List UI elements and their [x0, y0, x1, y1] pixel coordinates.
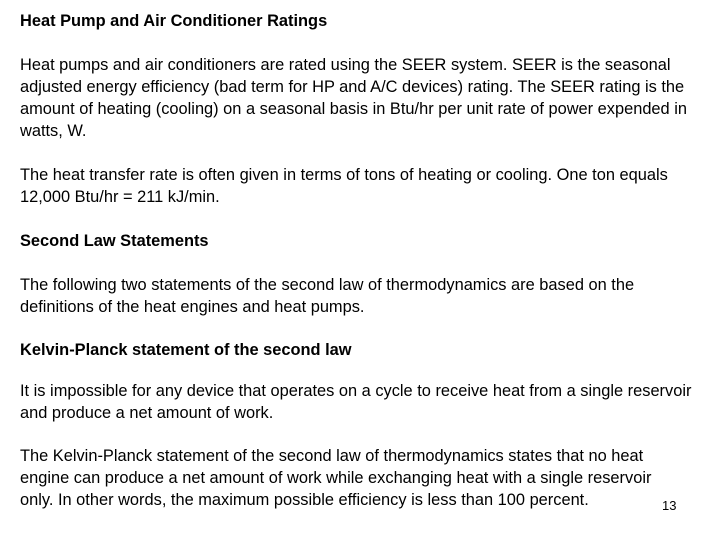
second-law-heading: Second Law Statements	[20, 232, 209, 250]
tons-paragraph: The heat transfer rate is often given in terms of tons of heating or cooling. One ton equals 12,000 Btu/hr = 211 kJ/min.	[20, 166, 668, 206]
heat-pump-ratings-heading: Heat Pump and Air Conditioner Ratings	[20, 12, 328, 30]
seer-paragraph: Heat pumps and air conditioners are rated using the SEER system. SEER is the seasonal adjusted energy efficiency (bad term for HP and A/C devices) rating. The SEER rating is the amount of heating (cooling) on a seasonal basis in Btu/hr per unit rate of power expended in watts, W.	[20, 56, 687, 140]
kelvin-planck-heading: Kelvin-Planck statement of the second law	[20, 341, 352, 359]
second-law-intro-paragraph: The following two statements of the second law of thermodynamics are based on the definitions of the heat engines and heat pumps.	[20, 276, 635, 316]
kelvin-planck-explanation: The Kelvin-Planck statement of the second law of thermodynamics states that no heat engine can produce a net amount of work while exchanging heat with a single reservoir only. In other words, the maximum possible efficiency is less than 100 percent.	[20, 447, 652, 509]
page-number: 13	[662, 498, 677, 513]
kelvin-planck-statement: It is impossible for any device that operates on a cycle to receive heat from a single reservoir and produce a net amount of work.	[20, 382, 692, 422]
